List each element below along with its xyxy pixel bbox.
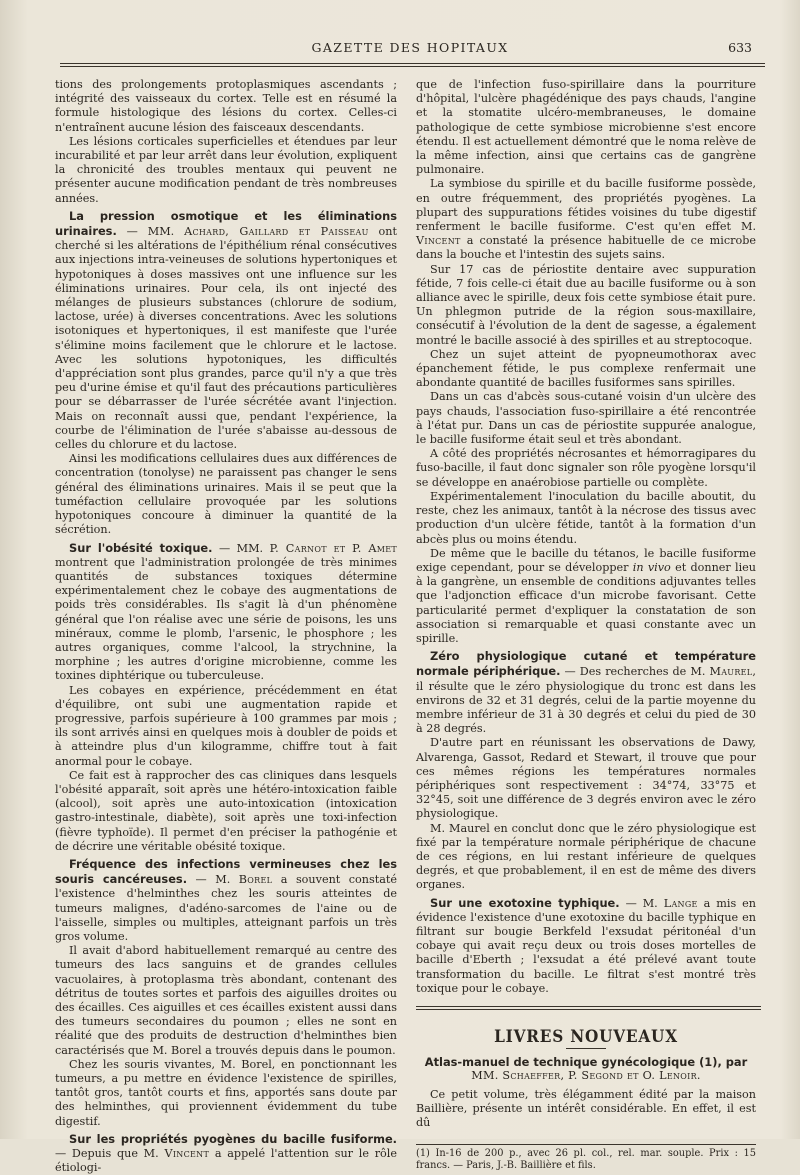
paragraph: Ce fait est à rapprocher des cas cliniques dans lesquels l'obésité apparaît, soit après une hétéro-intoxication faible (alcool), soit après une auto-intoxication (intoxication gastro-intestinale, diabète), soit après une toxi-infection (fièvre typhoïde). Il permet d'en préciser la pathogénie et de décrire une véritable obésité toxique. [55,768,397,853]
paragraph-lead: — MM. [218,541,264,555]
section-toxic-obesity [55,541,397,684]
section-osmotic-pressure [55,209,397,452]
header-rule-bottom [60,66,765,67]
section-heading: Zéro physiologique cutané et température normale périphérique. [416,649,756,679]
section-heading: Sur une exotoxine typhique. [430,895,620,910]
italic-term: in vivo [632,560,671,574]
paragraph-text: et donner lieu à la gangrène, un ensemble de conditions adjuvantes telles que l'adjonction efficace d'un microbe favorisant. Cette particularité permet d'expliquer la constatation de son association si remarquable et quasi constante avec un spirille. [416,560,756,645]
section-heading: Sur l'obésité toxique. [69,540,213,555]
paragraph: D'autre part en réunissant les observations de Dawy, Alvarenga, Gassot, Redard et Stewart, il trouve que pour ces mêmes régions les températures normales périphériques sont respectivement : 34°74, 33°75 et 32°45, soit une différence de 3 degrés environ avec le zéro physiologique. [416,736,756,821]
running-title: GAZETTE DES HOPITAUX [311,40,509,55]
paragraph: Ce petit volume, très élégamment édité par la maison Baillière, présente un intérêt considérable. En effet, il est dû [416,1087,756,1130]
section-typhoid-exotoxin [416,896,756,996]
paragraph: A côté des propriétés nécrosantes et hémorragipares du fuso-bacille, il faut donc signaler son rôle pyogène lorsqu'il se développe en anaérobiose partielle ou complète. [416,447,756,489]
double-rule-bottom [416,1009,761,1010]
footnote-text: (1) In-16 de 200 p., avec 26 pl. col., rel. mar. souple. Prix : 15 francs. — Paris, J.-B. Baillière et fils. [416,1148,756,1172]
paragraph: tions des prolongements protoplasmiques ascendants ; intégrité des vaisseaux du cortex. Telle est en résumé la formule histologique des lésions du cortex. Celles-ci n'entraînent aucune lésion des faisceaux descendants. [55,78,397,134]
paragraph [416,177,756,262]
author-names: Borel [238,873,273,887]
paragraph: Expérimentalement l'inoculation du bacille aboutit, du reste, chez les animaux, tantôt à la nécrose des tissus avec production d'un ulcère fétide, tantôt à la formation d'un abcès plus ou moins étendu. [416,489,756,546]
header-rule-top [60,63,765,64]
page-header [60,38,760,58]
paragraph: M. Maurel en conclut donc que le zéro physiologique est fixé par la température normale périphérique de chacune de ces régions, en lui restant inférieure de quelques degrés, et que probablement, il en est de même des divers organes. [416,821,756,892]
paragraph-text: a mis en évidence l'existence d'une exotoxine du bacille typhique en filtrant sur bougie Berkfeld l'exsudat péritonéal d'un cobaye qui avait reçu deux ou trois doses mortelles de bacille d'Eberth ; l'exsudat a été prélevé avant toute transformation du bacille. Le filtrat s'est montré très toxique pour le cobaye. [416,896,756,995]
paragraph-text: La symbiose du spirille et du bacille fusiforme possède, en outre fréquemment, des propriétés pyogènes. La plupart des suppurations fétides voisines du tube digestif renferment le bacille fusiforme. C'est qu'en effet M. [416,177,756,234]
paragraph: Chez un sujet atteint de pyopneumothorax avec épanchement fétide, le pus complexe renfermait une abondante quantité de bacilles fusiformes sans spirilles. [416,347,756,390]
section-fusiform-bacillus [55,1132,397,1175]
paragraph-text: a souvent constaté l'existence d'helminthes chez les souris atteintes de tumeurs malignes, d'adéno-sarcomes de l'aine ou de l'aisselle, simples ou multiples, atteignant parfois un très gros volume. [55,873,398,943]
double-rule-top [416,1006,761,1007]
paragraph-text: montrent que l'administration prolongée de très minimes quantités de substances toxiques détermine expérimentalement chez le cobaye des augmentations de poids très considérables. Ils s'agit là d'un phénomène général que l'on réalise avec une série de poisons, les uns minéraux, comme le plomb, l'arsenic, le phosphore ; les autres organiques, comme l'alcool, la strychnine, la morphine ; les autres d'origine microbienne, comme les toxines diphtérique ou tuberculeuse. [55,555,397,683]
paragraph-text: a appelé l'attention sur le rôle étiologi- [55,1147,397,1175]
author-names: Lange [663,896,698,910]
paragraph: Dans un cas d'abcès sous-cutané voisin d'un ulcère des pays chauds, l'association fuso-spirillaire a été rencontrée à l'état pur. Dans un cas de périostite suppurée analogue, le bacille fusiforme était seul et très abondant. [416,390,756,447]
paragraph-text: ont cherché si les altérations de l'épithélium rénal consécutives aux injections intra-veineuses de solutions hypertoniques et hypotoniques à doses massives ont une influence sur les éliminations urinaires. Pour cela, ils ont injecté des mélanges de plusieurs substances (chlorure de sodium, lactose, urée) à diverses concentrations. Avec les solutions isotoniques et hypertoniques, il est manifeste que l'urée s'élimine moins facilement que le chlorure et le lactose. Avec les solutions hypotoniques, les difficultés d'appréciation sont plus grandes, parce qu'il n'y a que très peu d'urine émise et qu'il faut des précautions particulières pour se débarrasser de l'urée sécrétée avant l'injection. Mais on reconnaît aussi que, pendant l'expérience, la courbe de l'élimination de l'urée s'abaisse au-dessous de celles du chlorure et du lactose. [55,225,397,452]
book-authors: MM. Schaeffer, P. Segond et O. Lenoir. [471,1069,701,1083]
paragraph: Les cobayes en expérience, précédemment en état d'équilibre, ont subi une augmentation rapide et progressive, parfois supérieure à 100 grammes par mois ; ils sont arrivés ainsi en quelques mois à doubler de poids et à atteindre plus d'un kilogramme, chiffre tout à fait anormal pour le cobaye. [55,683,397,768]
author-names: Achard, Gaillard et Paisseau [184,225,369,239]
paragraph-text: , il résulte que le zéro physiologique du tronc est dans les environs de 32 et 31 degrés, celui de la partie moyenne du membre inférieur de 31 à 30 degrés et celui du pied de 30 à 28 degrés. [416,665,756,736]
author-names: Vincent [416,234,461,248]
section-heading: Fréquence des infections vermineuses chez les souris cancéreuses. [55,856,397,887]
section-heading: La pression osmotique et les éliminations urinaires. [55,208,397,239]
section-heading: Sur les propriétés pyogènes du bacille fusiforme. [69,1131,397,1146]
paragraph: Les lésions corticales superficielles et étendues par leur incurabilité et par leur arrêt dans leur évolution, expliquent la chronicité des troubles mentaux qui peuvent ne présenter aucune modification pendant de très nombreuses années. [55,134,397,205]
paragraph: Sur 17 cas de périostite dentaire avec suppuration fétide, 7 fois celle-ci était due au bacille fusiforme ou à son alliance avec le spirille, deux fois cette symbiose était pure. Un phlegmon putride de la région sous-maxillaire, consécutif à l'évolution de la dent de sagesse, a également montré le bacille associé à des spirilles et au streptocoque. [416,262,756,347]
book-title: Atlas-manuel de technique gynécologique (1), par [424,1055,748,1070]
paragraph: que de l'infection fuso-spirillaire dans la pourriture d'hôpital, l'ulcère phagédénique des pays chauds, l'angine et la stomatite ulcéro-membraneuses, le domaine pathologique de cette symbiose microbienne s'est encore étendu. Il est actuellement démontré que le noma relève de la même infection, ainsi que certains cas de gangrène pulmonaire. [416,78,756,177]
paragraph: Chez les souris vivantes, M. Borel, en ponctionnant les tumeurs, a pu mettre en évidence l'existence de spirilles, tantôt gros, tantôt courts et fins, apportés sans doute par des helminthes, qui proviennent évidemment du tube digestif. [55,1057,397,1128]
paragraph: Ainsi les modifications cellulaires dues aux différences de concentration (tonolyse) ne paraissent pas changer le sens général des éliminations urinaires. Mais il se peut que la tuméfaction cellulaire provoquée par les solutions hypotoniques concoure à diminuer la quantité de la sécrétion. [55,452,397,537]
paragraph-text: a constaté la présence habituelle de ce microbe dans la bouche et l'intestin des sujets sains. [416,234,756,262]
paragraph: Il avait d'abord habituellement remarqué au centre des tumeurs des lacs sanguins et de grandes cellules vacuolaires, à protoplasma très abondant, contenant des détritus de toutes sortes et parfois des aiguilles droites ou des écailles. Ces aiguilles et ces écailles existent aussi dans des tumeurs secondaires du poumon ; elles ne sont en réalité que des produits de destruction d'helminthes bien caractérisés que M. Borel a trouvés depuis dans le poumon. [55,944,397,1057]
section-worm-infections [55,857,397,944]
livres-underline [566,1048,606,1049]
author-names: Vincent [164,1147,210,1161]
paragraph-lead: — MM. [126,225,175,239]
paragraph-text: De même que le bacille du tétanos, le bacille fusiforme exige cependant, pour se développer [416,546,756,574]
livres-heading: LIVRES NOUVEAUX [494,1027,678,1047]
paragraph-lead: — Depuis que M. [55,1147,159,1161]
author-names: Maurel [709,665,753,679]
page-number: 633 [728,40,752,55]
footnote [416,1144,756,1172]
left-column [55,78,397,1175]
paragraph-lead: — M. [625,896,658,910]
paragraph-lead: — Des recherches de M. [564,665,706,679]
author-names: P. Carnot et P. Amet [269,541,398,555]
section-physiological-zero [416,649,756,736]
paragraph-lead: — M. [195,873,231,887]
paragraph [416,547,756,646]
